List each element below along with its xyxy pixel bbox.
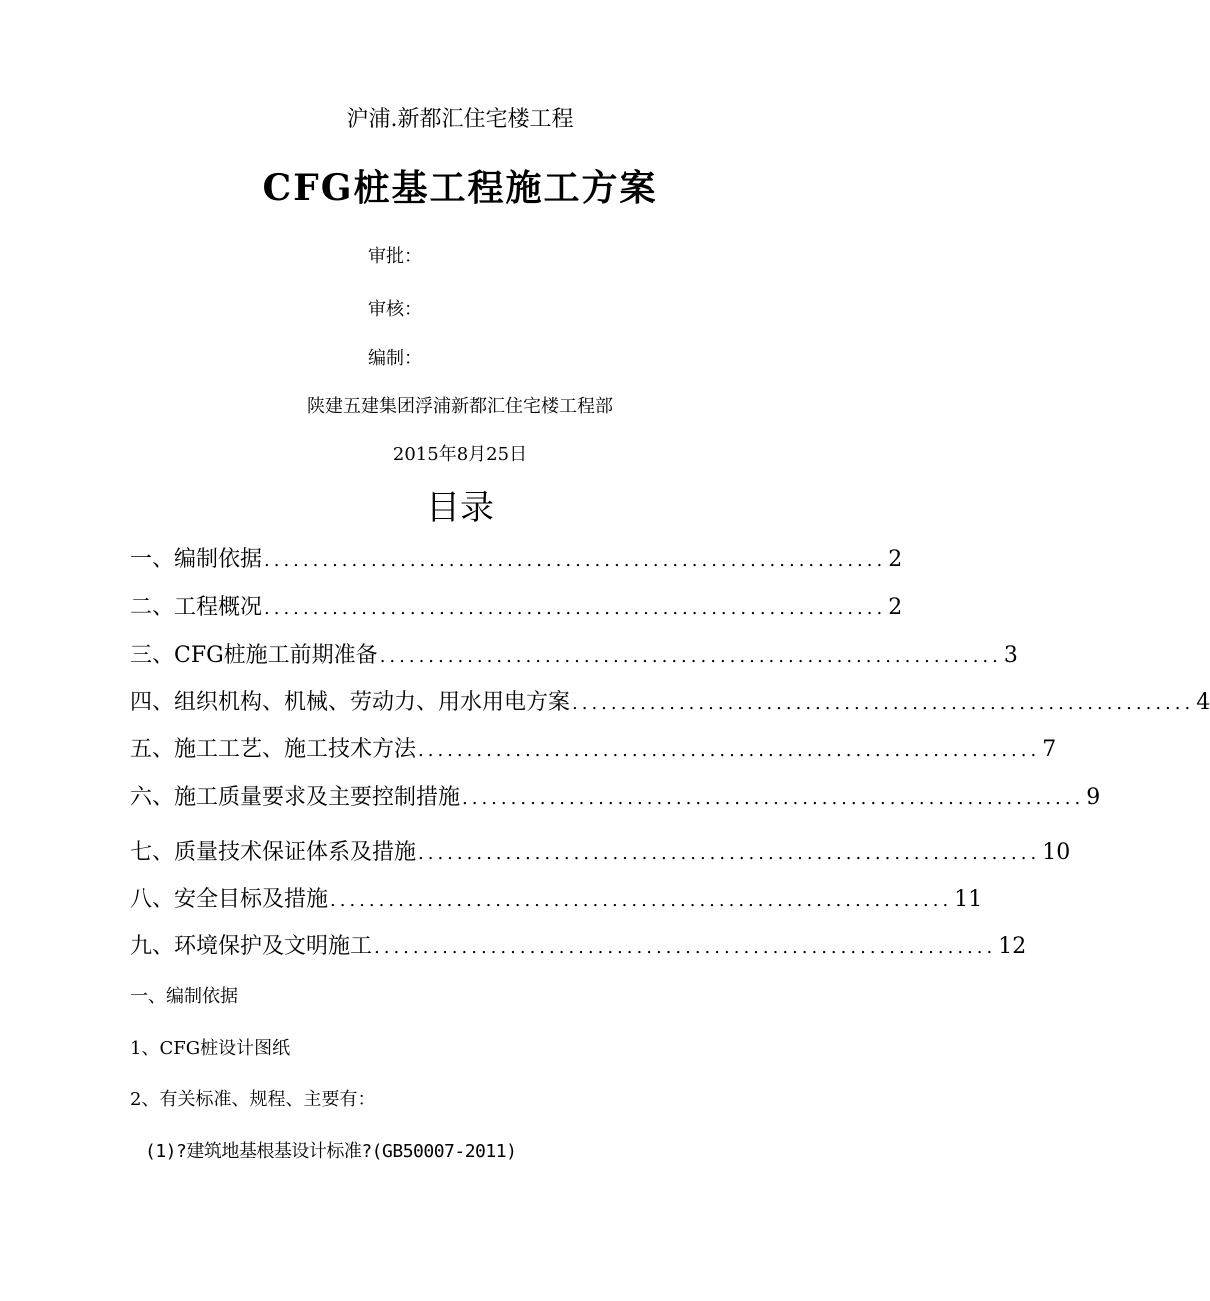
toc-item-page: 11 [954,887,983,912]
toc-item-page: 12 [998,934,1027,959]
toc-item-page: 7 [1042,737,1057,762]
toc-item-page: 3 [1003,643,1018,668]
toc-item-page: 10 [1042,840,1071,865]
basis-item-2: 2、有关标准、规程、主要有： [130,1089,376,1110]
toc-leader-dots: ................................................................ [374,937,997,958]
document-title: CFG桩基工程施工方案 [262,167,658,209]
review-label: 审核： [368,299,422,320]
toc-leader-dots: ................................................................ [264,598,887,619]
basis-item-1: 1、CFG桩设计图纸 [130,1038,291,1059]
toc-item-label: 一、编制依据 [130,547,263,572]
toc-leader-dots: ................................................................ [462,788,1085,809]
toc-item-label: 三、CFG桩施工前期准备 [130,643,378,668]
toc-item[interactable] [130,885,983,916]
toc-item-page: 2 [888,595,903,620]
toc-leader-dots: ................................................................ [379,646,1002,667]
standard-reference-1: (1)?建筑地基根基设计标准?(GB50007-2011) [145,1141,517,1162]
toc-leader-dots: ................................................................ [418,843,1041,864]
toc-leader-dots: ................................................................ [330,890,953,911]
document-date: 2015年8月25日 [392,444,528,465]
prepared-label: 编制： [368,348,422,369]
toc-item-label: 五、施工工艺、施工技术方法 [130,737,417,762]
organization-name: 陕建五建集团浮浦新都汇住宅楼工程部 [307,396,613,417]
toc-item[interactable] [130,838,1071,869]
toc-item[interactable] [130,593,903,624]
approval-label: 审批： [368,246,422,267]
toc-item-page: 2 [888,547,903,572]
toc-item-page: 9 [1086,785,1101,810]
toc-item[interactable] [130,783,1101,814]
toc-item-label: 八、安全目标及措施 [130,887,329,912]
toc-item-label: 六、施工质量要求及主要控制措施 [130,785,461,810]
toc-item[interactable] [130,545,903,576]
toc-leader-dots: ................................................................ [418,740,1041,761]
toc-item-page: 4 [1196,690,1210,715]
toc-item[interactable] [130,641,1018,672]
toc-item[interactable] [130,735,1057,766]
toc-item-label: 二、工程概况 [130,595,263,620]
toc-item-label: 九、环境保护及文明施工 [130,934,373,959]
toc-item-label: 七、质量技术保证体系及措施 [130,840,417,865]
toc-title: 目录 [426,488,494,528]
toc-leader-dots: ................................................................ [264,550,887,571]
toc-item-label: 四、组织机构、机械、劳动力、用水用电方案 [130,690,571,715]
section-heading: 一、编制依据 [130,986,238,1007]
toc-item[interactable] [130,932,1027,963]
toc-leader-dots: ................................................................ [572,693,1195,714]
project-subtitle: 沪浦.新都汇住宅楼工程 [346,107,574,132]
toc-item[interactable] [130,688,1210,719]
